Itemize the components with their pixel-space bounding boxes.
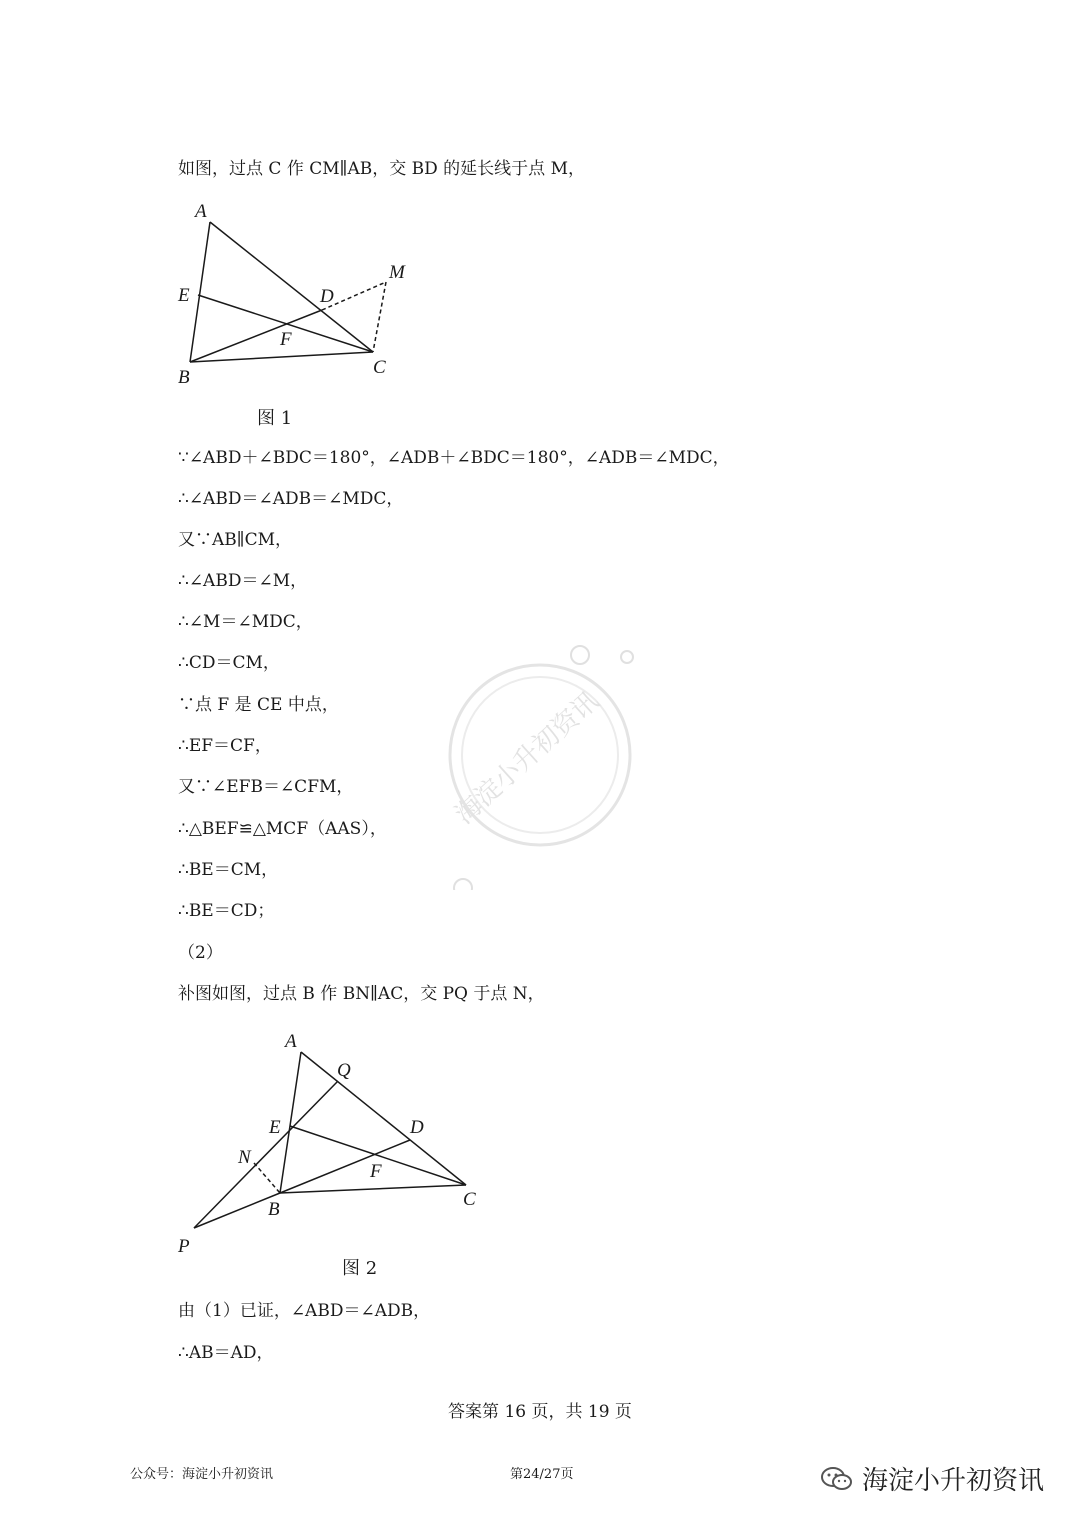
fig2-label-N: N [238,1147,251,1168]
fig1-label-E: E [178,285,190,306]
fig1-label-F: F [280,329,292,350]
watermark-stamp [445,640,645,890]
fig2-label-F: F [370,1161,382,1182]
text-line-8: ∵点 F 是 CE 中点， [178,695,339,715]
fig1-label-D: D [320,286,334,307]
text-line-13: ∴BE＝CD； [178,901,275,921]
footer-page-indicator: 第24/27页 [510,1467,574,1482]
fig2-label-Q: Q [337,1060,351,1081]
text-line-4: 又∵AB∥CM， [178,530,293,550]
text-line-5: ∴∠ABD＝∠M， [178,571,308,591]
text-line-11: ∴△BEF≌△MCF（AAS）， [178,819,387,839]
fig2-label-E: E [269,1117,281,1138]
figure-1-diagram [170,195,430,395]
figure-1-caption: 图 1 [257,408,293,429]
page-number: 答案第 16 页，共 19 页 [448,1402,632,1422]
footer-brand [820,1460,1044,1497]
text-line-10: 又∵∠EFB＝∠CFM， [178,777,354,797]
text-line-7: ∴CD＝CM， [178,653,280,673]
fig1-label-M: M [389,262,405,283]
text-line-3: ∴∠ABD＝∠ADB＝∠MDC， [178,489,404,509]
fig2-label-B: B [268,1199,280,1220]
text-line-17: ∴AB＝AD， [178,1343,274,1363]
figure-2-diagram [170,1025,500,1260]
footer-account: 公众号：海淀小升初资讯 [130,1467,274,1482]
text-line-15: 补图如图，过点 B 作 BN∥AC，交 PQ 于点 N， [178,984,545,1004]
fig1-label-A: A [195,201,207,222]
fig2-label-P: P [178,1236,190,1257]
text-line-1: 如图，过点 C 作 CM∥AB，交 BD 的延长线于点 M， [178,159,585,179]
fig1-label-B: B [178,367,190,388]
text-line-16: 由（1）已证，∠ABD＝∠ADB， [178,1301,431,1321]
footer-brand-text: 海淀小升初资讯 [862,1466,1045,1496]
fig2-label-C: C [463,1189,476,1210]
text-line-12: ∴BE＝CM， [178,860,279,880]
figure-2-caption: 图 2 [342,1258,378,1279]
wechat-icon [820,1465,854,1493]
text-line-2: ∵∠ABD＋∠BDC＝180°，∠ADB＋∠BDC＝180°，∠ADB＝∠MDC， [178,448,730,468]
text-line-9: ∴EF＝CF， [178,736,272,756]
fig2-label-A: A [285,1031,297,1052]
watermark-text: 海淀小升初资讯 [449,686,605,831]
fig2-label-D: D [410,1117,424,1138]
fig1-label-C: C [373,357,386,378]
text-line-6: ∴∠M＝∠MDC， [178,612,313,632]
text-line-14: （2） [178,943,223,963]
